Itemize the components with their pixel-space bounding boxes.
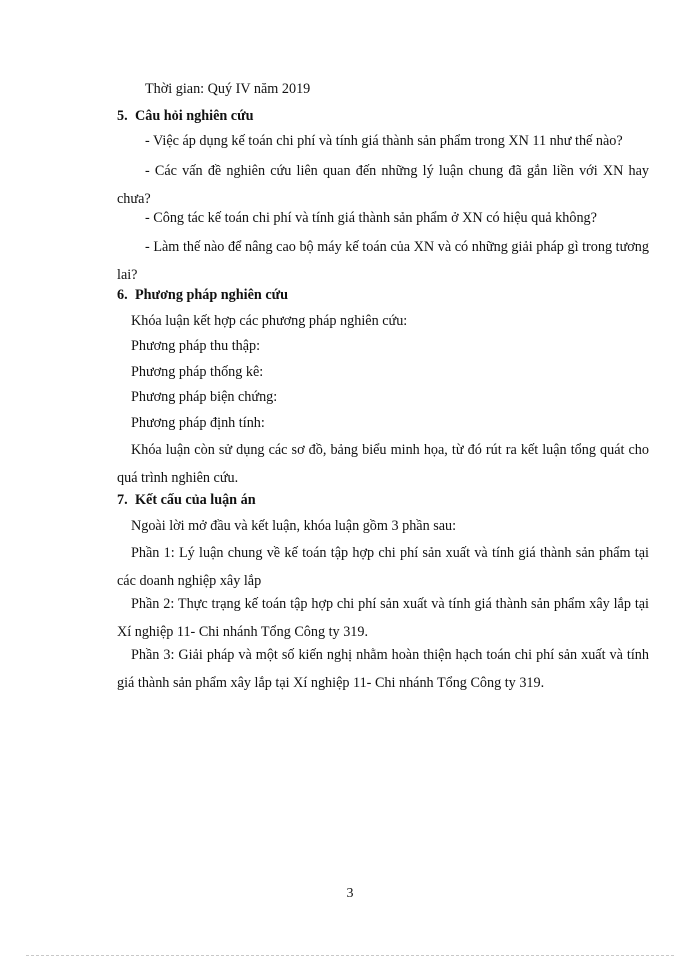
- research-question-4: - Làm thế nào để nâng cao bộ máy kế toán của XN và có những giải pháp gì trong tương lai?: [117, 239, 649, 283]
- section-number: 6.: [117, 287, 128, 303]
- method-summary: Khóa luận còn sử dụng các sơ đồ, bảng biểu minh họa, từ đó rút ra kết luận tổng quát cho quá trình nghiên cứu.: [117, 442, 649, 486]
- method-item: Phương pháp thống kê:: [131, 364, 264, 380]
- structure-intro: Ngoài lời mở đầu và kết luận, khóa luận gồm 3 phần sau:: [131, 518, 457, 534]
- method-item: Phương pháp biện chứng:: [131, 389, 278, 405]
- time-line: Thời gian: Quý IV năm 2019: [145, 81, 311, 97]
- section-number: 7.: [117, 492, 128, 508]
- page-bottom-divider: [26, 955, 674, 956]
- section-title: Câu hỏi nghiên cứu: [135, 108, 254, 124]
- section-title: Kết cấu của luận án: [135, 492, 256, 508]
- page-number: 3: [346, 886, 354, 901]
- structure-part-1: Phần 1: Lý luận chung về kế toán tập hợp chi phí sản xuất và tính giá thành sản phẩm tại các doanh nghiệp xây lắp: [117, 545, 649, 589]
- method-item: Phương pháp định tính:: [131, 415, 265, 431]
- structure-part-2: Phần 2: Thực trạng kế toán tập hợp chi phí sản xuất và tính giá thành sản phẩm xây lắp tại Xí nghiệp 11- Chi nhánh Tổng Công ty 319.: [117, 596, 649, 640]
- section-heading-5: [117, 106, 254, 126]
- section-heading-7: [117, 490, 256, 510]
- method-item: Phương pháp thu thập:: [131, 338, 261, 354]
- structure-part-3: Phần 3: Giải pháp và một số kiến nghị nhằm hoàn thiện hạch toán chi phí sản xuất và tính giá thành sản phẩm xây lắp tại Xí nghiệp 11- Chi nhánh Tổng Công ty 319.: [117, 647, 649, 691]
- research-question-2: - Các vấn đề nghiên cứu liên quan đến những lý luận chung đã gắn liền với XN hay chưa?: [117, 163, 649, 207]
- section-number: 5.: [117, 108, 128, 124]
- research-question-3: - Công tác kế toán chi phí và tính giá thành sản phẩm ở XN có hiệu quả không?: [145, 210, 597, 226]
- section-heading-6: [117, 285, 288, 305]
- section-title: Phương pháp nghiên cứu: [135, 287, 289, 303]
- method-intro: Khóa luận kết hợp các phương pháp nghiên cứu:: [131, 313, 408, 329]
- research-question-1: - Việc áp dụng kế toán chi phí và tính giá thành sản phẩm trong XN 11 như thế nào?: [145, 133, 623, 149]
